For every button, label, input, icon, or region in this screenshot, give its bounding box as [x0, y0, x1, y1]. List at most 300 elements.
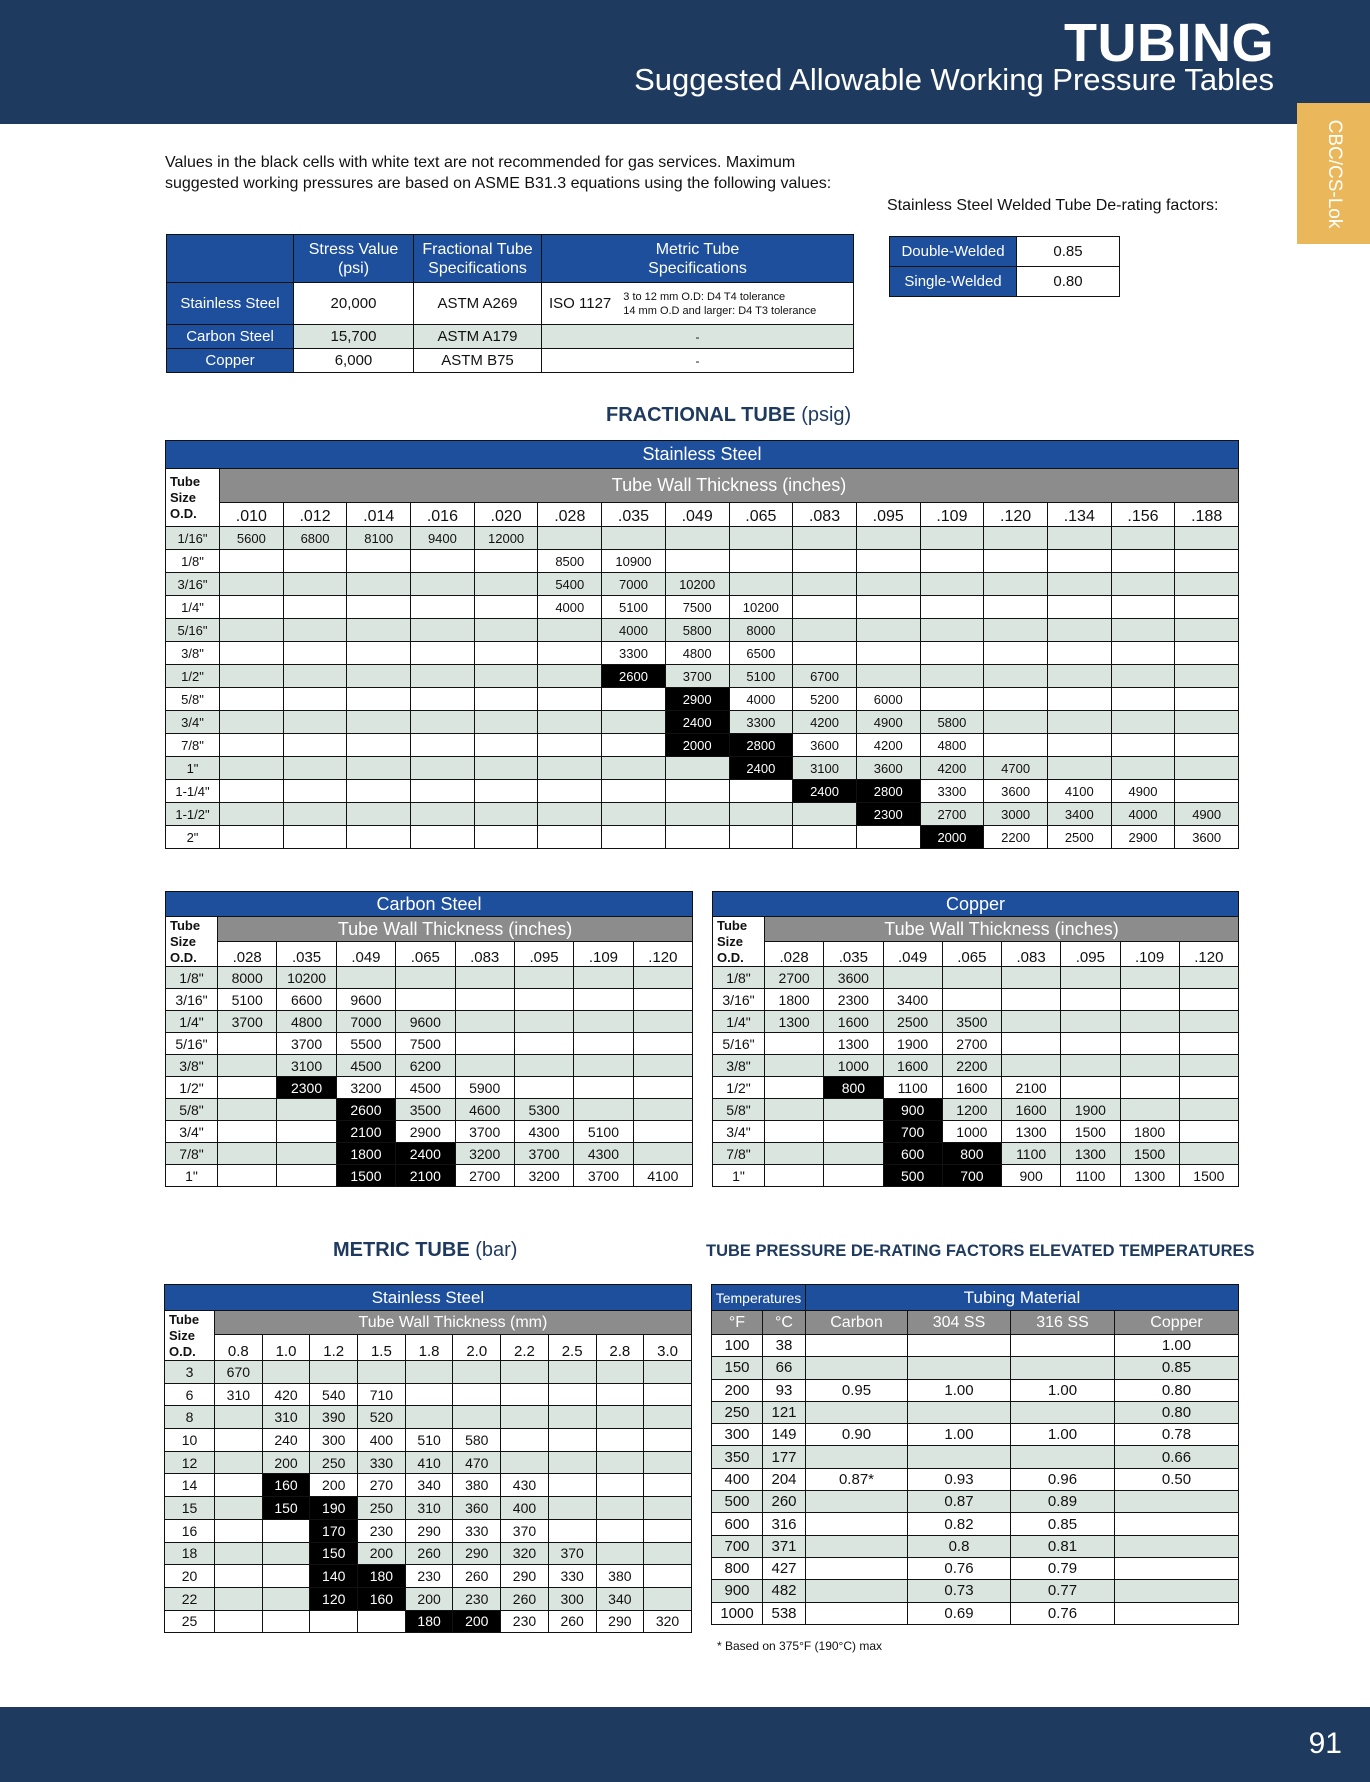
pressure-cell: [1047, 642, 1111, 665]
pressure-cell: [277, 1165, 336, 1187]
pressure-cell: 3200: [514, 1165, 573, 1187]
pressure-cell: [220, 573, 284, 596]
pressure-cell: [984, 734, 1048, 757]
metric-ss-table: [164, 1284, 692, 1633]
tube-size-header: Tube Size O.D.: [713, 917, 765, 967]
pressure-cell: [538, 803, 602, 826]
pressure-cell: [283, 734, 347, 757]
pressure-cell: [411, 734, 475, 757]
stress-cell: -: [542, 349, 854, 373]
pressure-cell: [283, 596, 347, 619]
table-title: Copper: [713, 892, 1239, 917]
pressure-cell: [411, 596, 475, 619]
pressure-cell: [984, 665, 1048, 688]
pressure-cell: 260: [501, 1587, 549, 1610]
pressure-cell: 3700: [277, 1033, 336, 1055]
pressure-cell: [920, 665, 984, 688]
pressure-cell: 200: [358, 1542, 406, 1565]
pressure-cell: 330: [358, 1451, 406, 1474]
pressure-cell: [1047, 757, 1111, 780]
pressure-cell: 6600: [277, 989, 336, 1011]
pressure-cell: 3500: [396, 1099, 455, 1121]
pressure-cell: [1111, 734, 1175, 757]
pressure-cell: 4700: [984, 757, 1048, 780]
pressure-cell: 2800: [729, 734, 793, 757]
pressure-cell: [215, 1542, 263, 1565]
pressure-cell: 6700: [793, 665, 857, 688]
pressure-cell: [1111, 665, 1175, 688]
pressure-cell: [984, 550, 1048, 573]
pressure-cell: [220, 780, 284, 803]
wall-thickness-col: .035: [602, 503, 666, 527]
pressure-cell: [729, 550, 793, 573]
tube-size-cell: 7/8": [713, 1143, 765, 1165]
pressure-cell: [548, 1519, 596, 1542]
pressure-cell: [602, 734, 666, 757]
tube-size-cell: 3/16": [166, 573, 220, 596]
tube-size-cell: 1/8": [166, 550, 220, 573]
pressure-cell: [218, 1099, 277, 1121]
pressure-cell: [644, 1497, 692, 1520]
pressure-cell: 10900: [602, 550, 666, 573]
pressure-cell: [1120, 989, 1179, 1011]
pressure-cell: 500: [883, 1165, 942, 1187]
pressure-cell: 580: [453, 1429, 501, 1452]
pressure-cell: [574, 1011, 633, 1033]
pressure-cell: 3400: [1047, 803, 1111, 826]
stress-row-label: Copper: [167, 349, 294, 373]
pressure-cell: 4200: [920, 757, 984, 780]
pressure-cell: 5600: [220, 527, 284, 550]
derating-factor-cell: [1115, 1491, 1239, 1513]
wall-thickness-col: .012: [283, 503, 347, 527]
pressure-cell: [574, 989, 633, 1011]
tube-size-cell: 1": [166, 1165, 218, 1187]
temperature-cell: 93: [763, 1379, 806, 1401]
pressure-cell: 270: [358, 1474, 406, 1497]
pressure-cell: 1600: [1002, 1099, 1061, 1121]
pressure-cell: [644, 1542, 692, 1565]
pressure-cell: 140: [310, 1565, 358, 1588]
pressure-cell: [347, 596, 411, 619]
pressure-cell: [1179, 967, 1238, 989]
pressure-cell: [793, 826, 857, 849]
pressure-cell: 800: [824, 1077, 883, 1099]
pressure-cell: [1111, 688, 1175, 711]
pressure-cell: 5100: [218, 989, 277, 1011]
pressure-cell: 5500: [336, 1033, 395, 1055]
pressure-cell: [1061, 1033, 1120, 1055]
pressure-cell: 320: [644, 1610, 692, 1633]
pressure-cell: [574, 1077, 633, 1099]
pressure-cell: 5400: [538, 573, 602, 596]
pressure-cell: [1061, 967, 1120, 989]
pressure-cell: [514, 967, 573, 989]
pressure-cell: [405, 1383, 453, 1406]
wall-thickness-col: .109: [574, 942, 633, 967]
derating-factor-cell: [1115, 1513, 1239, 1535]
pressure-cell: 2200: [942, 1055, 1001, 1077]
pressure-cell: 4000: [602, 619, 666, 642]
pressure-cell: 2500: [1047, 826, 1111, 849]
iso-note-2: 14 mm O.D and larger: D4 T3 tolerance: [623, 304, 817, 317]
pressure-cell: 230: [453, 1587, 501, 1610]
pressure-cell: 1600: [824, 1011, 883, 1033]
pressure-cell: 800: [942, 1143, 1001, 1165]
temperature-cell: 1000: [712, 1602, 763, 1624]
pressure-cell: 290: [453, 1542, 501, 1565]
pressure-cell: [644, 1361, 692, 1384]
wall-thickness-col: .065: [942, 942, 1001, 967]
pressure-cell: 390: [310, 1406, 358, 1429]
welded-derating-table: [889, 236, 1120, 297]
pressure-cell: [474, 734, 538, 757]
pressure-cell: [347, 665, 411, 688]
pressure-cell: 2900: [396, 1121, 455, 1143]
pressure-cell: [1047, 711, 1111, 734]
pressure-cell: [856, 527, 920, 550]
tube-size-cell: 16: [165, 1519, 215, 1542]
pressure-cell: 3600: [984, 780, 1048, 803]
derating-factor-cell: [1115, 1535, 1239, 1557]
pressure-cell: 1500: [336, 1165, 395, 1187]
derating-factor-cell: [1011, 1357, 1115, 1379]
page-subtitle: Suggested Allowable Working Pressure Tables: [634, 62, 1274, 97]
pressure-cell: [574, 1033, 633, 1055]
wall-thickness-col: .049: [883, 942, 942, 967]
pressure-cell: 1300: [1061, 1143, 1120, 1165]
pressure-cell: 260: [453, 1565, 501, 1588]
derating-factor-cell: [806, 1557, 908, 1579]
pressure-cell: 430: [501, 1474, 549, 1497]
pressure-cell: [1061, 989, 1120, 1011]
pressure-cell: 670: [215, 1361, 263, 1384]
wall-thickness-col: .156: [1111, 503, 1175, 527]
pressure-cell: [220, 734, 284, 757]
pressure-cell: [215, 1565, 263, 1588]
temp-col-header: °F: [712, 1311, 763, 1335]
pressure-cell: 2700: [455, 1165, 514, 1187]
pressure-cell: 370: [548, 1542, 596, 1565]
pressure-cell: [310, 1361, 358, 1384]
tube-size-cell: 2": [166, 826, 220, 849]
pressure-cell: 5900: [455, 1077, 514, 1099]
pressure-cell: 2700: [920, 803, 984, 826]
pressure-cell: 410: [405, 1451, 453, 1474]
pressure-cell: 520: [358, 1406, 406, 1429]
stress-cell: 6,000: [294, 349, 414, 373]
derating-factor-cell: [908, 1335, 1011, 1357]
pressure-cell: [765, 1055, 824, 1077]
pressure-cell: [405, 1361, 453, 1384]
pressure-cell: [984, 596, 1048, 619]
pressure-cell: [984, 527, 1048, 550]
pressure-cell: [856, 619, 920, 642]
wall-thickness-col: .095: [514, 942, 573, 967]
temperature-cell: 204: [763, 1468, 806, 1490]
tube-size-header: Tube Size O.D.: [165, 1311, 215, 1361]
pressure-cell: 340: [405, 1474, 453, 1497]
pressure-cell: 3600: [824, 967, 883, 989]
pressure-cell: 1800: [336, 1143, 395, 1165]
pressure-cell: [538, 642, 602, 665]
wall-thickness-col: .035: [824, 942, 883, 967]
temperature-cell: 800: [712, 1557, 763, 1579]
pressure-cell: 510: [405, 1429, 453, 1452]
tube-size-cell: 3/4": [713, 1121, 765, 1143]
pressure-cell: [596, 1361, 644, 1384]
pressure-cell: [602, 826, 666, 849]
pressure-cell: [347, 711, 411, 734]
pressure-cell: 10200: [665, 573, 729, 596]
wall-thickness-col: .095: [1061, 942, 1120, 967]
tube-size-cell: 8: [165, 1406, 215, 1429]
pressure-cell: 170: [310, 1519, 358, 1542]
pressure-cell: 10200: [729, 596, 793, 619]
tube-size-cell: 14: [165, 1474, 215, 1497]
pressure-cell: 9600: [396, 1011, 455, 1033]
pressure-cell: [411, 665, 475, 688]
pressure-cell: [574, 1055, 633, 1077]
derating-factor-cell: 1.00: [908, 1379, 1011, 1401]
pressure-cell: 290: [501, 1565, 549, 1588]
pressure-cell: 5100: [729, 665, 793, 688]
derating-factor-cell: 0.90: [806, 1424, 908, 1446]
pressure-cell: [665, 780, 729, 803]
derating-factor-cell: 0.78: [1115, 1424, 1239, 1446]
pressure-cell: 4900: [1111, 780, 1175, 803]
pressure-cell: [1120, 1099, 1179, 1121]
pressure-cell: [474, 688, 538, 711]
pressure-cell: [474, 619, 538, 642]
pressure-cell: [474, 665, 538, 688]
wall-thickness-col: 1.5: [358, 1335, 406, 1361]
pressure-cell: 4800: [665, 642, 729, 665]
wall-thickness-col: .010: [220, 503, 284, 527]
pressure-cell: 150: [262, 1497, 310, 1520]
pressure-cell: [1175, 780, 1239, 803]
pressure-cell: 3000: [984, 803, 1048, 826]
temp-col-header: Copper: [1115, 1311, 1239, 1335]
tube-size-cell: 3/8": [713, 1055, 765, 1077]
pressure-cell: [1179, 1143, 1238, 1165]
wall-thickness-col: 1.0: [262, 1335, 310, 1361]
pressure-cell: [411, 803, 475, 826]
pressure-cell: [411, 688, 475, 711]
pressure-cell: [1179, 989, 1238, 1011]
derating-factor-cell: [908, 1401, 1011, 1423]
pressure-cell: 200: [262, 1451, 310, 1474]
pressure-cell: [347, 573, 411, 596]
pressure-cell: 2100: [396, 1165, 455, 1187]
pressure-cell: 310: [262, 1406, 310, 1429]
pressure-cell: 290: [596, 1610, 644, 1633]
stress-header: Fractional Tube Specifications: [414, 235, 542, 283]
pressure-cell: [765, 1099, 824, 1121]
derating-factor-cell: [806, 1602, 908, 1624]
pressure-cell: [347, 826, 411, 849]
pressure-cell: [793, 642, 857, 665]
tube-size-cell: 1": [713, 1165, 765, 1187]
page-header: [0, 0, 1370, 124]
derating-factor-cell: [806, 1335, 908, 1357]
derating-value: 0.80: [1017, 267, 1120, 297]
pressure-cell: 1800: [1120, 1121, 1179, 1143]
pressure-cell: 4000: [729, 688, 793, 711]
pressure-cell: [633, 1121, 692, 1143]
pressure-cell: 2000: [665, 734, 729, 757]
tube-size-cell: 10: [165, 1429, 215, 1452]
pressure-cell: [942, 989, 1001, 1011]
pressure-cell: 150: [310, 1542, 358, 1565]
pressure-cell: [474, 803, 538, 826]
pressure-cell: 330: [453, 1519, 501, 1542]
stress-header-corner: [167, 235, 294, 283]
pressure-cell: [602, 711, 666, 734]
derating-factor-cell: 0.93: [908, 1468, 1011, 1490]
pressure-cell: [1111, 619, 1175, 642]
derating-factor-cell: 0.50: [1115, 1468, 1239, 1490]
wall-thickness-col: .016: [411, 503, 475, 527]
pressure-cell: [856, 642, 920, 665]
temp-col-header: Carbon: [806, 1311, 908, 1335]
pressure-cell: [1111, 596, 1175, 619]
stress-header: Stress Value (psi): [294, 235, 414, 283]
pressure-cell: 250: [358, 1497, 406, 1520]
pressure-cell: 3600: [793, 734, 857, 757]
wall-thickness-col: .065: [396, 942, 455, 967]
pressure-cell: [220, 711, 284, 734]
pressure-cell: [358, 1610, 406, 1633]
tube-size-cell: 1/2": [166, 665, 220, 688]
pressure-cell: [347, 780, 411, 803]
pressure-cell: 1000: [824, 1055, 883, 1077]
temperature-cell: 427: [763, 1557, 806, 1579]
pressure-cell: 2500: [883, 1011, 942, 1033]
wall-thickness-col: 1.2: [310, 1335, 358, 1361]
pressure-cell: 2300: [856, 803, 920, 826]
stress-table: [166, 234, 854, 373]
pressure-cell: 4100: [633, 1165, 692, 1187]
pressure-cell: [514, 989, 573, 1011]
pressure-cell: [396, 967, 455, 989]
pressure-cell: [1120, 1033, 1179, 1055]
pressure-cell: 400: [501, 1497, 549, 1520]
tube-size-cell: 3/16": [713, 989, 765, 1011]
stress-header: Metric Tube Specifications: [542, 235, 854, 283]
pressure-cell: [1002, 1055, 1061, 1077]
pressure-cell: [633, 1099, 692, 1121]
tube-size-cell: 1/4": [713, 1011, 765, 1033]
pressure-cell: [514, 1077, 573, 1099]
pressure-cell: 5800: [665, 619, 729, 642]
pressure-cell: [633, 1011, 692, 1033]
pressure-cell: [665, 527, 729, 550]
pressure-cell: [765, 1165, 824, 1187]
pressure-cell: [920, 573, 984, 596]
pressure-cell: [283, 665, 347, 688]
tube-size-cell: 5/16": [166, 1033, 218, 1055]
pressure-cell: [644, 1565, 692, 1588]
pressure-cell: 470: [453, 1451, 501, 1474]
pressure-cell: [1179, 1099, 1238, 1121]
pressure-cell: 1300: [1120, 1165, 1179, 1187]
pressure-cell: 6500: [729, 642, 793, 665]
pressure-cell: [633, 1055, 692, 1077]
metric-title-unit: (bar): [475, 1239, 518, 1261]
pressure-cell: [501, 1429, 549, 1452]
pressure-cell: 12000: [474, 527, 538, 550]
pressure-cell: [984, 711, 1048, 734]
tube-size-cell: 3/4": [166, 711, 220, 734]
pressure-cell: 1000: [942, 1121, 1001, 1143]
page-title: TUBING: [1064, 13, 1274, 73]
pressure-cell: [1111, 711, 1175, 734]
pressure-cell: [1179, 1077, 1238, 1099]
pressure-cell: [411, 780, 475, 803]
pressure-cell: 1100: [1002, 1143, 1061, 1165]
pressure-cell: [793, 619, 857, 642]
pressure-cell: [474, 550, 538, 573]
pressure-cell: 8000: [218, 967, 277, 989]
pressure-cell: [1175, 711, 1239, 734]
pressure-cell: [644, 1429, 692, 1452]
pressure-cell: [574, 1099, 633, 1121]
wall-thickness-col: .028: [538, 503, 602, 527]
derating-value: 0.85: [1017, 237, 1120, 267]
pressure-cell: [501, 1406, 549, 1429]
pressure-cell: [474, 642, 538, 665]
wall-thickness-col: 0.8: [215, 1335, 263, 1361]
wall-thickness-col: .109: [1120, 942, 1179, 967]
pressure-cell: [283, 826, 347, 849]
pressure-cell: 4900: [856, 711, 920, 734]
pressure-cell: [474, 596, 538, 619]
side-tab-label: CBC/CS-Lok: [1323, 119, 1345, 228]
stress-cell: -: [542, 325, 854, 349]
pressure-cell: [1111, 642, 1175, 665]
pressure-cell: [729, 573, 793, 596]
temperature-cell: 38: [763, 1335, 806, 1357]
stress-cell: ASTM B75: [414, 349, 542, 373]
pressure-cell: [644, 1587, 692, 1610]
pressure-cell: [1047, 688, 1111, 711]
pressure-cell: [262, 1565, 310, 1588]
pressure-cell: [283, 642, 347, 665]
pressure-cell: 4800: [277, 1011, 336, 1033]
pressure-cell: 340: [596, 1587, 644, 1610]
pressure-cell: [942, 967, 1001, 989]
pressure-cell: [347, 688, 411, 711]
pressure-cell: 180: [405, 1610, 453, 1633]
pressure-cell: [633, 967, 692, 989]
pressure-cell: [220, 642, 284, 665]
pressure-cell: [474, 757, 538, 780]
pressure-cell: [824, 1121, 883, 1143]
table-title: Carbon Steel: [166, 892, 693, 917]
pressure-cell: 4000: [538, 596, 602, 619]
derating-factor-cell: 0.8: [908, 1535, 1011, 1557]
temperature-cell: 482: [763, 1580, 806, 1602]
pressure-cell: 8000: [729, 619, 793, 642]
pressure-cell: [765, 1077, 824, 1099]
wall-thickness-header: Tube Wall Thickness (inches): [765, 917, 1239, 942]
pressure-cell: [1002, 967, 1061, 989]
pressure-cell: [793, 596, 857, 619]
pressure-cell: 3300: [729, 711, 793, 734]
pressure-cell: [984, 688, 1048, 711]
pressure-cell: 1800: [765, 989, 824, 1011]
